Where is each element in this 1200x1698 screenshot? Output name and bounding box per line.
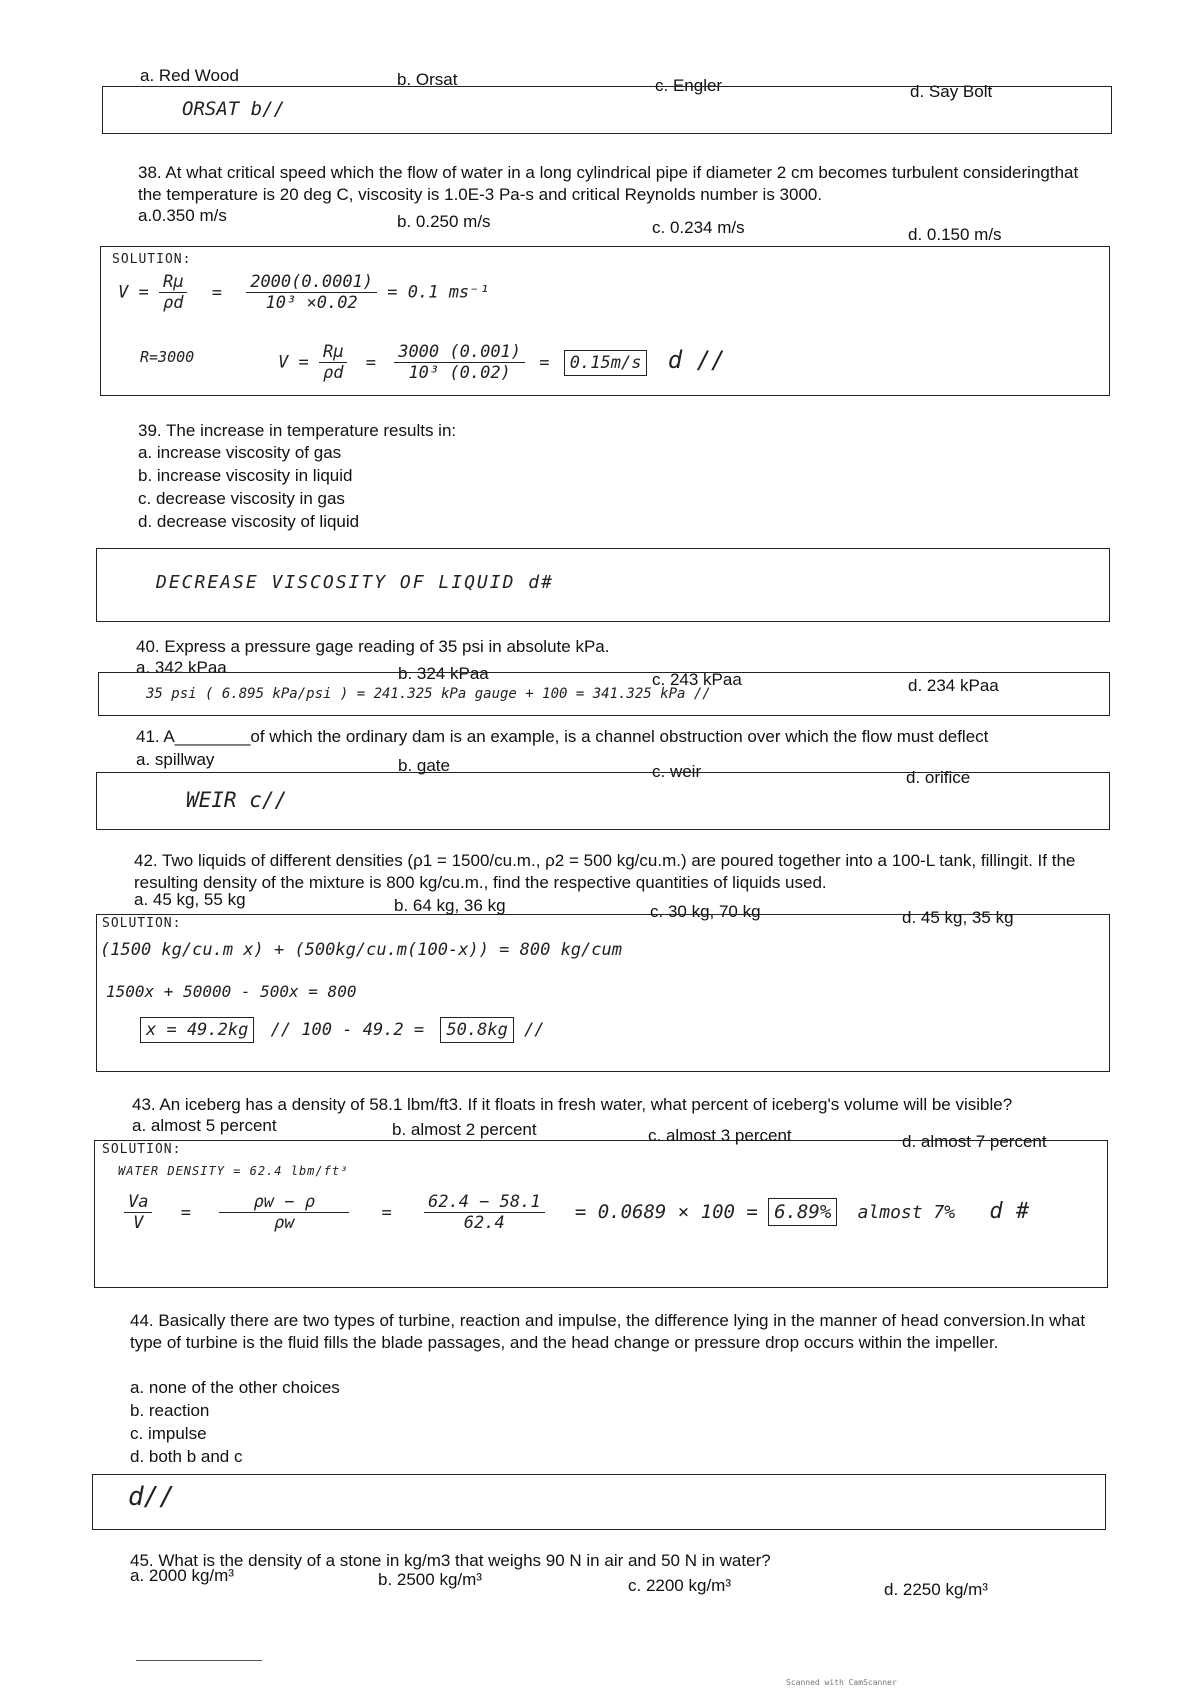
q38-solution-label: SOLUTION: (112, 252, 192, 267)
q37-option-d: d. Say Bolt (910, 82, 993, 101)
q39-option-b: b. increase viscosity in liquid (138, 466, 353, 485)
q43-f2-den: ρw (273, 1213, 295, 1233)
q45-option-d: d. 2250 kg/m³ (884, 1580, 988, 1599)
q43-f2-num: ρw − ρ (219, 1192, 349, 1213)
q43-f3-den: 62.4 (463, 1213, 505, 1233)
q43-result-tail: almost 7% (857, 1201, 956, 1223)
q39-question: 39. The increase in temperature results in: (138, 421, 457, 440)
q38-option-a: a.0.350 m/s (138, 206, 227, 225)
scanner-watermark: Scanned with CamScanner (786, 1678, 897, 1687)
q42-line3-end: // (524, 1020, 545, 1040)
q37-answer: ORSAT b// (182, 98, 285, 120)
q43-fraction3 (424, 1192, 545, 1233)
q38-line2-answer: d // (667, 345, 726, 374)
q41-option-c: c. weir (652, 762, 702, 781)
q43-result-text: = 0.0689 × 100 = (574, 1200, 758, 1223)
q40-option-b: b. 324 kPaa (398, 664, 489, 683)
q43-answer: d # (989, 1198, 1030, 1224)
q40-answer: 35 psi ( 6.895 kPa/psi ) = 241.325 kPa gauge + 100 = 341.325 kPa // (146, 686, 711, 702)
q42-option-d: d. 45 kg, 35 kg (902, 908, 1014, 927)
q38-line1-f2-num: 2000(0.0001) (246, 272, 377, 293)
q40-option-c: c. 243 kPaa (652, 670, 742, 689)
q38-question: 38. At what critical speed which the flow of water in a long cylindrical pipe if diameter 2 cm becomes turbulent consideringthat the temperature is 20 deg C, viscosity is 1.0E-3 Pa-s and critical Reynolds number is 3000. (138, 163, 1079, 204)
q40-option-a: a. 342 kPaa (136, 658, 227, 677)
q38-line2-result: 0.15m/s (564, 350, 648, 376)
q38-solution-line2: V = $\frac{R\mu}{\rho d}$ = $\frac{3000 (0.001)}{\text{10³ (0.02)}}$ = 0.15m/s d // (278, 342, 726, 383)
q42-option-a: a. 45 kg, 55 kg (134, 890, 246, 909)
q38-line2-f2-num: 3000 (0.001) (394, 342, 525, 363)
q38-line2-f1-den: ρd (322, 363, 344, 383)
q44-option-c: c. impulse (130, 1424, 207, 1443)
q42-solution-line2: 1500x + 50000 - 500x = 800 (106, 982, 357, 1001)
q39-option-d: d. decrease viscosity of liquid (138, 512, 360, 531)
q43-solution-label: SOLUTION: (102, 1142, 182, 1157)
q41-option-d: d. orifice (906, 768, 971, 787)
q42-option-c: c. 30 kg, 70 kg (650, 902, 761, 921)
q45-option-a: a. 2000 kg/m³ (130, 1566, 234, 1585)
q43-f1-den: V (133, 1213, 144, 1233)
q42-option-b: b. 64 kg, 36 kg (394, 896, 506, 915)
q38-line2-f1-num: Rμ (319, 342, 347, 363)
q38-option-b: b. 0.250 m/s (397, 212, 491, 231)
q42-solution-label: SOLUTION: (102, 916, 182, 931)
q39-option-c: c. decrease viscosity in gas (138, 489, 345, 508)
q41-question: 41. A________of which the ordinary dam is an example, is a channel obstruction over which the flow must deflect (136, 727, 989, 746)
q38-line2-lhs: V = (278, 352, 309, 373)
q38-line1-lhs: V = (118, 282, 149, 303)
q44-answer: d// (128, 1482, 175, 1512)
q44-option-a: a. none of the other choices (130, 1378, 340, 1397)
q38-line1-f1-den: ρd (162, 293, 184, 313)
q38-line2-fraction2 (394, 342, 525, 383)
q43-f3-num: 62.4 − 58.1 (424, 1192, 545, 1213)
q41-answer: WEIR c// (186, 788, 288, 812)
q45-question: 45. What is the density of a stone in kg/m3 that weighs 90 N in air and 50 N in water? (130, 1551, 771, 1570)
q42-line3-box2: 50.8kg (440, 1017, 513, 1043)
q39-answer: DECREASE VISCOSITY OF LIQUID d# (156, 572, 554, 593)
q43-option-d: d. almost 7 percent (902, 1132, 1047, 1151)
q37-option-b: b. Orsat (397, 70, 458, 89)
q43-fraction1 (124, 1192, 152, 1233)
q42-line3-mid: // 100 - 49.2 = (270, 1020, 425, 1040)
q43-option-c: c. almost 3 percent (648, 1126, 792, 1145)
q44-option-b: b. reaction (130, 1401, 210, 1420)
q43-solution-line: $\frac{Va}{V}$ = $\frac{\rho w - \rho}{\rho w}$ = $\frac{62.4 - 58.1}{62.4}$ = 0.0689 × 100 = 6.89% almost 7% d # (124, 1192, 1029, 1233)
q38-line1-result: = 0.1 ms⁻¹ (387, 282, 490, 303)
q39-option-a: a. increase viscosity of gas (138, 443, 342, 462)
q42-line3-box1: x = 49.2kg (140, 1017, 254, 1043)
q43-fraction2 (219, 1192, 349, 1233)
q38-option-d: d. 0.150 m/s (908, 225, 1002, 244)
q45-option-b: b. 2500 kg/m³ (378, 1570, 482, 1589)
q41-option-a: a. spillway (136, 750, 215, 769)
q44-question: 44. Basically there are two types of turbine, reaction and impulse, the difference lying in the manner of head conversion.In what type of turbine is the fluid fills the blade passages, and the head change or pressure drop occurs within the impeller. (130, 1311, 1086, 1352)
q43-result-box: 6.89% (768, 1198, 837, 1226)
q38-solution-line1: V = $\frac{R\mu}{\rho d}$ = $\frac{2000(0.0001)}{\text{10³ ×0.02}}$ = 0.1 ms⁻¹ (118, 272, 490, 313)
q37-option-c: c. Engler (655, 76, 723, 95)
q43-option-b: b. almost 2 percent (392, 1120, 537, 1139)
q43-water-density: WATER DENSITY = 62.4 lbm/ft³ (118, 1164, 349, 1178)
q44-answer-box (92, 1474, 1106, 1530)
q42-question: 42. Two liquids of different densities (ρ1 = 1500/cu.m., ρ2 = 500 kg/cu.m.) are poured together into a 100-L tank, fillingit. If the resulting density of the mixture is 800 kg/cu.m., find the respective quantities of liquids used. (134, 851, 1076, 892)
q40-option-d: d. 234 kPaa (908, 676, 999, 695)
q38-line2-fraction1 (319, 342, 347, 383)
q38-option-c: c. 0.234 m/s (652, 218, 745, 237)
q43-f1-num: Va (124, 1192, 152, 1213)
q41-option-b: b. gate (398, 756, 450, 775)
q38-line1-fraction2 (246, 272, 377, 313)
footer-rule (136, 1660, 262, 1661)
q45-option-c: c. 2200 kg/m³ (628, 1576, 731, 1595)
q38-line1-f1-num: Rμ (159, 272, 187, 293)
q38-line2-f2-den: 10³ (0.02) (408, 363, 511, 383)
q43-option-a: a. almost 5 percent (132, 1116, 277, 1135)
q37-option-a: a. Red Wood (140, 66, 239, 85)
q38-line1-fraction1 (159, 272, 187, 313)
q42-solution-line1: (1500 kg/cu.m x) + (500kg/cu.m(100-x)) = 800 kg/cum (100, 940, 622, 960)
q43-question: 43. An iceberg has a density of 58.1 lbm/ft3. If it floats in fresh water, what percent of iceberg's volume will be visible? (132, 1095, 1013, 1114)
q44-option-d: d. both b and c (130, 1447, 243, 1466)
q42-solution-line3 (140, 1020, 545, 1040)
q40-question: 40. Express a pressure gage reading of 35 psi in absolute kPa. (136, 637, 610, 656)
q38-line1-f2-den: 10³ ×0.02 (265, 293, 358, 313)
q38-line2-label: R=3000 (140, 348, 195, 366)
